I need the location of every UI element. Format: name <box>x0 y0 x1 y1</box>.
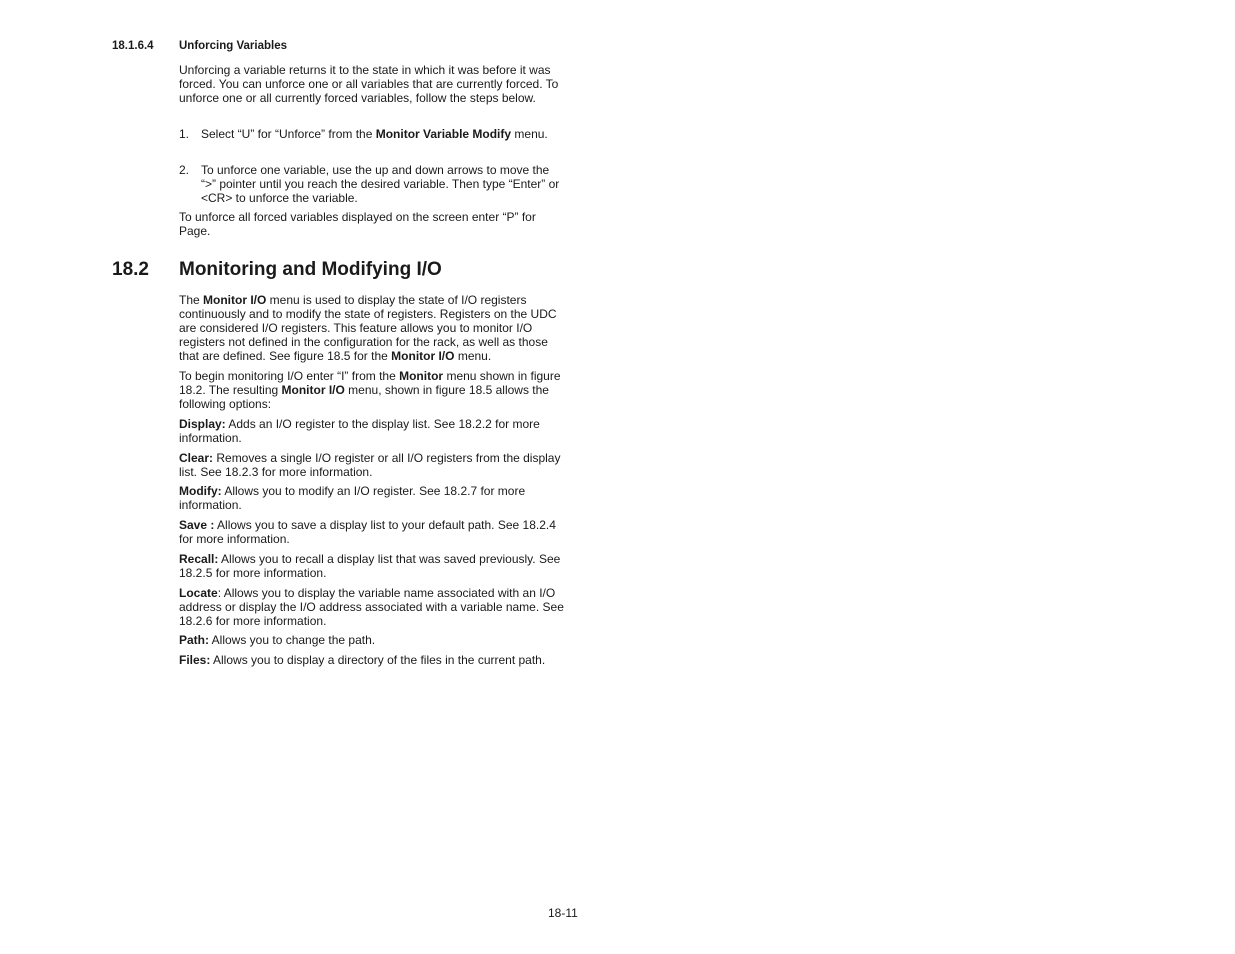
option-item <box>179 518 564 546</box>
step-text: Select “U” for “Unforce” from the <box>201 127 376 141</box>
subsection-intro <box>179 63 564 105</box>
option-text: Allows you to recall a display list that was saved previously. See 18.2.5 for more information. <box>179 552 561 580</box>
subsection-closing <box>179 210 564 238</box>
paragraph <box>179 369 564 411</box>
option-clear <box>179 451 564 479</box>
option-label: Recall: <box>179 552 219 566</box>
step-1 <box>179 127 564 141</box>
text-run: menu is used to display the state of I/O registers continuously and to modify the state of registers. Registers on the UDC are considered I/O registers. This feature allows you to monitor I/O registers not defined in the configuration for the rack, as well as those that are defined. See figure 18.5 for the <box>179 293 557 363</box>
option-label: Clear: <box>179 451 214 465</box>
option-label: Files: <box>179 653 211 667</box>
text-run: To begin monitoring I/O enter “I” from the <box>179 369 400 383</box>
section-title: Monitoring and Modifying I/O <box>179 259 442 280</box>
option-files <box>179 653 579 667</box>
section-number: 18.2 <box>112 259 149 280</box>
text-run: menu shown in figure 18.2. The resulting <box>179 369 561 397</box>
option-label: Display: <box>179 417 226 431</box>
subsection-heading <box>112 40 287 52</box>
page-number: 18-11 <box>548 906 578 920</box>
bold-term: Monitor I/O <box>203 293 267 307</box>
option-locate <box>179 586 564 628</box>
section-heading <box>112 259 442 281</box>
bold-term: Monitor I/O <box>391 349 455 363</box>
option-path <box>179 633 564 647</box>
option-label: Path: <box>179 633 209 647</box>
step-text: To unforce one variable, use the up and down arrows to move the “>” pointer until you reach the desired variable. Then type “Enter” or <CR> to unforce the variable. <box>201 163 560 205</box>
option-item <box>179 653 579 667</box>
section-paragraph-2 <box>179 369 564 411</box>
step-2 <box>179 163 564 205</box>
option-label: Save : <box>179 518 215 532</box>
option-text: : Allows you to display the variable name associated with an I/O address or display the I/O address associated with a variable name. See 18.2.6 for more information. <box>179 586 564 628</box>
step-text-end: menu. <box>511 127 548 141</box>
option-text: Allows you to change the path. <box>209 633 376 647</box>
option-item <box>179 417 564 445</box>
option-text: Allows you to modify an I/O register. See 18.2.7 for more information. <box>179 484 526 512</box>
section-paragraph-1 <box>179 293 564 363</box>
option-text: Allows you to display a directory of the files in the current path. <box>210 653 546 667</box>
subsection-title: Unforcing Variables <box>179 40 288 52</box>
closing-text: To unforce all forced variables displayed on the screen enter “P” for Page. <box>179 210 536 238</box>
option-item <box>179 451 564 479</box>
option-modify <box>179 484 564 512</box>
option-label: Locate <box>179 586 218 600</box>
text-run: menu. <box>454 349 492 363</box>
text-run: menu, shown in figure 18.5 allows the following options: <box>179 383 549 411</box>
subsection-number: 18.1.6.4 <box>112 40 154 52</box>
option-item <box>179 586 564 628</box>
text-run: The <box>179 293 204 307</box>
option-text: Allows you to save a display list to your default path. See 18.2.4 for more information. <box>179 518 556 546</box>
option-save <box>179 518 564 546</box>
option-item <box>179 633 564 647</box>
step-number: 1. <box>179 127 190 141</box>
option-item <box>179 552 564 580</box>
option-text: Removes a single I/O register or all I/O registers from the display list. See 18.2.3 for more information. <box>179 451 561 479</box>
bold-term: Monitor I/O <box>281 383 345 397</box>
paragraph <box>179 293 564 363</box>
option-display <box>179 417 564 445</box>
option-item <box>179 484 564 512</box>
list-item <box>179 163 564 205</box>
step-bold-term: Monitor Variable Modify <box>375 127 512 141</box>
subsection-intro-text: Unforcing a variable returns it to the state in which it was before it was forced. You can unforce one or all variables that are currently forced. To unforce one or all currently forced variables, follow the steps below. <box>179 63 559 105</box>
list-item <box>179 127 564 141</box>
bold-term: Monitor <box>399 369 444 383</box>
option-label: Modify: <box>179 484 222 498</box>
step-number: 2. <box>179 163 190 177</box>
option-recall <box>179 552 564 580</box>
option-text: Adds an I/O register to the display list. See 18.2.2 for more information. <box>179 417 540 445</box>
